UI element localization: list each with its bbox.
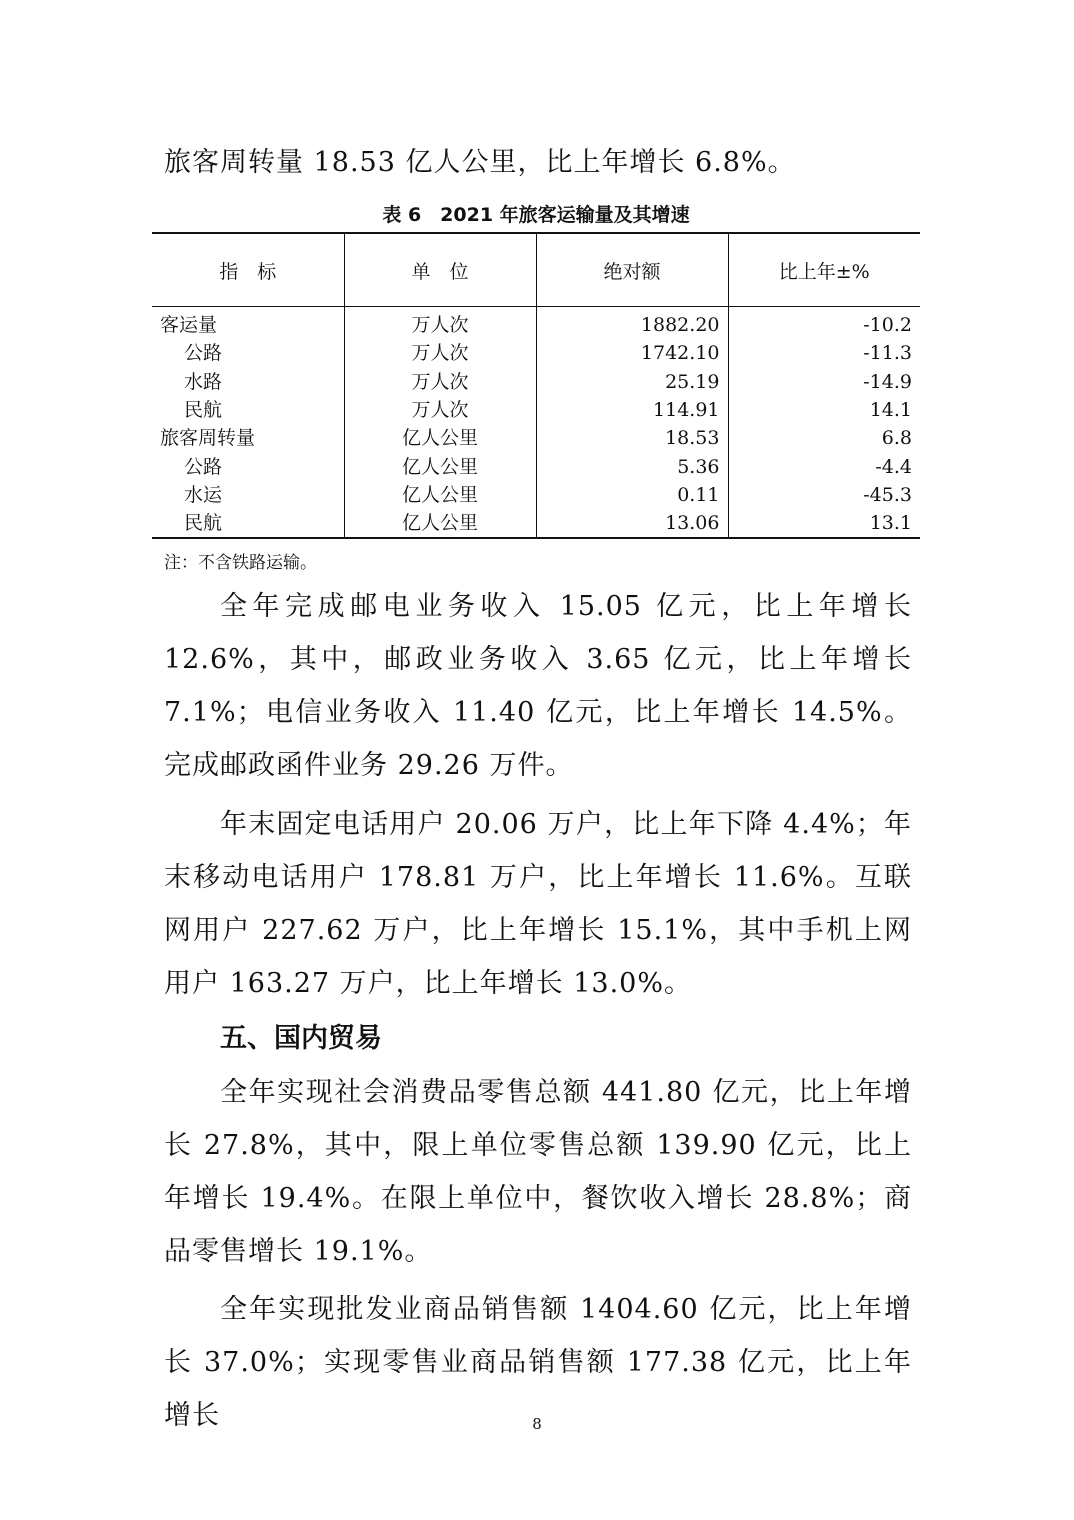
cell-indicator: 客运量 bbox=[160, 314, 218, 337]
paragraph-wholesale: 全年实现批发业商品销售额 1404.60 亿元，比上年增长 37.0%；实现零售业商品销售额 177.38 亿元，比上年增长 bbox=[164, 1294, 912, 1431]
table-row bbox=[152, 481, 920, 509]
intro-line: 旅客周转量 18.53 亿人公里，比上年增长 6.8%。 bbox=[164, 147, 796, 178]
cell-indicator: 民航 bbox=[184, 512, 223, 535]
cell-absolute: 1742.10 bbox=[536, 339, 728, 367]
cell-unit: 万人次 bbox=[344, 339, 536, 367]
cell-absolute: 114.91 bbox=[536, 396, 728, 424]
cell-indicator: 水运 bbox=[184, 483, 223, 506]
cell-unit: 亿人公里 bbox=[344, 424, 536, 452]
table-caption: 表 6 2021 年旅客运输量及其增速 bbox=[382, 204, 690, 226]
passenger-transport-table bbox=[152, 232, 920, 539]
cell-change: -14.9 bbox=[728, 368, 920, 396]
cell-absolute: 18.53 bbox=[536, 424, 728, 452]
cell-indicator: 公路 bbox=[184, 455, 223, 478]
cell-change: 6.8 bbox=[728, 424, 920, 452]
paragraph-retail: 全年实现社会消费品零售总额 441.80 亿元，比上年增长 27.8%，其中，限上单位零售总额 139.90 亿元，比上年增长 19.4%。在限上单位中，餐饮收入增长 28.8%；商品零售增长 19.1%。 bbox=[164, 1077, 912, 1267]
table-row bbox=[152, 339, 920, 367]
table-row bbox=[152, 424, 920, 452]
cell-absolute: 0.11 bbox=[536, 481, 728, 509]
paragraph-post-telecom: 全年完成邮电业务收入 15.05 亿元，比上年增长 12.6%，其中，邮政业务收入 3.65 亿元，比上年增长 7.1%；电信业务收入 11.40 亿元，比上年增长 14.5%。完成邮政函件业务 29.26 万件。 bbox=[164, 591, 912, 781]
table-row bbox=[152, 368, 920, 396]
table-row bbox=[152, 452, 920, 480]
table-row bbox=[152, 307, 920, 340]
cell-change: -4.4 bbox=[728, 452, 920, 480]
cell-unit: 亿人公里 bbox=[344, 452, 536, 480]
cell-absolute: 13.06 bbox=[536, 509, 728, 538]
cell-change: 14.1 bbox=[728, 396, 920, 424]
cell-absolute: 25.19 bbox=[536, 368, 728, 396]
cell-change: -11.3 bbox=[728, 339, 920, 367]
table-header-row bbox=[152, 233, 920, 307]
page-number: 8 bbox=[532, 1415, 542, 1433]
cell-change: -10.2 bbox=[728, 307, 920, 340]
section-heading: 五、国内贸易 bbox=[220, 1023, 382, 1054]
cell-absolute: 5.36 bbox=[536, 452, 728, 480]
cell-change: -45.3 bbox=[728, 481, 920, 509]
cell-indicator: 民航 bbox=[184, 399, 223, 422]
header-indicator: 指 标 bbox=[152, 233, 344, 307]
cell-unit: 亿人公里 bbox=[344, 481, 536, 509]
cell-indicator: 公路 bbox=[184, 342, 223, 365]
table-row bbox=[152, 396, 920, 424]
table-row bbox=[152, 509, 920, 538]
table-note: 注：不含铁路运输。 bbox=[164, 553, 317, 573]
cell-unit: 万人次 bbox=[344, 396, 536, 424]
cell-change: 13.1 bbox=[728, 509, 920, 538]
cell-indicator: 旅客周转量 bbox=[160, 427, 256, 450]
cell-unit: 万人次 bbox=[344, 368, 536, 396]
cell-unit: 万人次 bbox=[344, 307, 536, 340]
cell-indicator: 水路 bbox=[184, 370, 223, 393]
header-absolute: 绝对额 bbox=[536, 233, 728, 307]
cell-unit: 亿人公里 bbox=[344, 509, 536, 538]
cell-absolute: 1882.20 bbox=[536, 307, 728, 340]
paragraph-phone-users: 年末固定电话用户 20.06 万户，比上年下降 4.4%；年末移动电话用户 178.81 万户，比上年增长 11.6%。互联网用户 227.62 万户，比上年增长 15.1%，其中手机上网用户 163.27 万户，比上年增长 13.0%。 bbox=[164, 809, 912, 999]
header-unit: 单 位 bbox=[344, 233, 536, 307]
header-change: 比上年±% bbox=[728, 233, 920, 307]
